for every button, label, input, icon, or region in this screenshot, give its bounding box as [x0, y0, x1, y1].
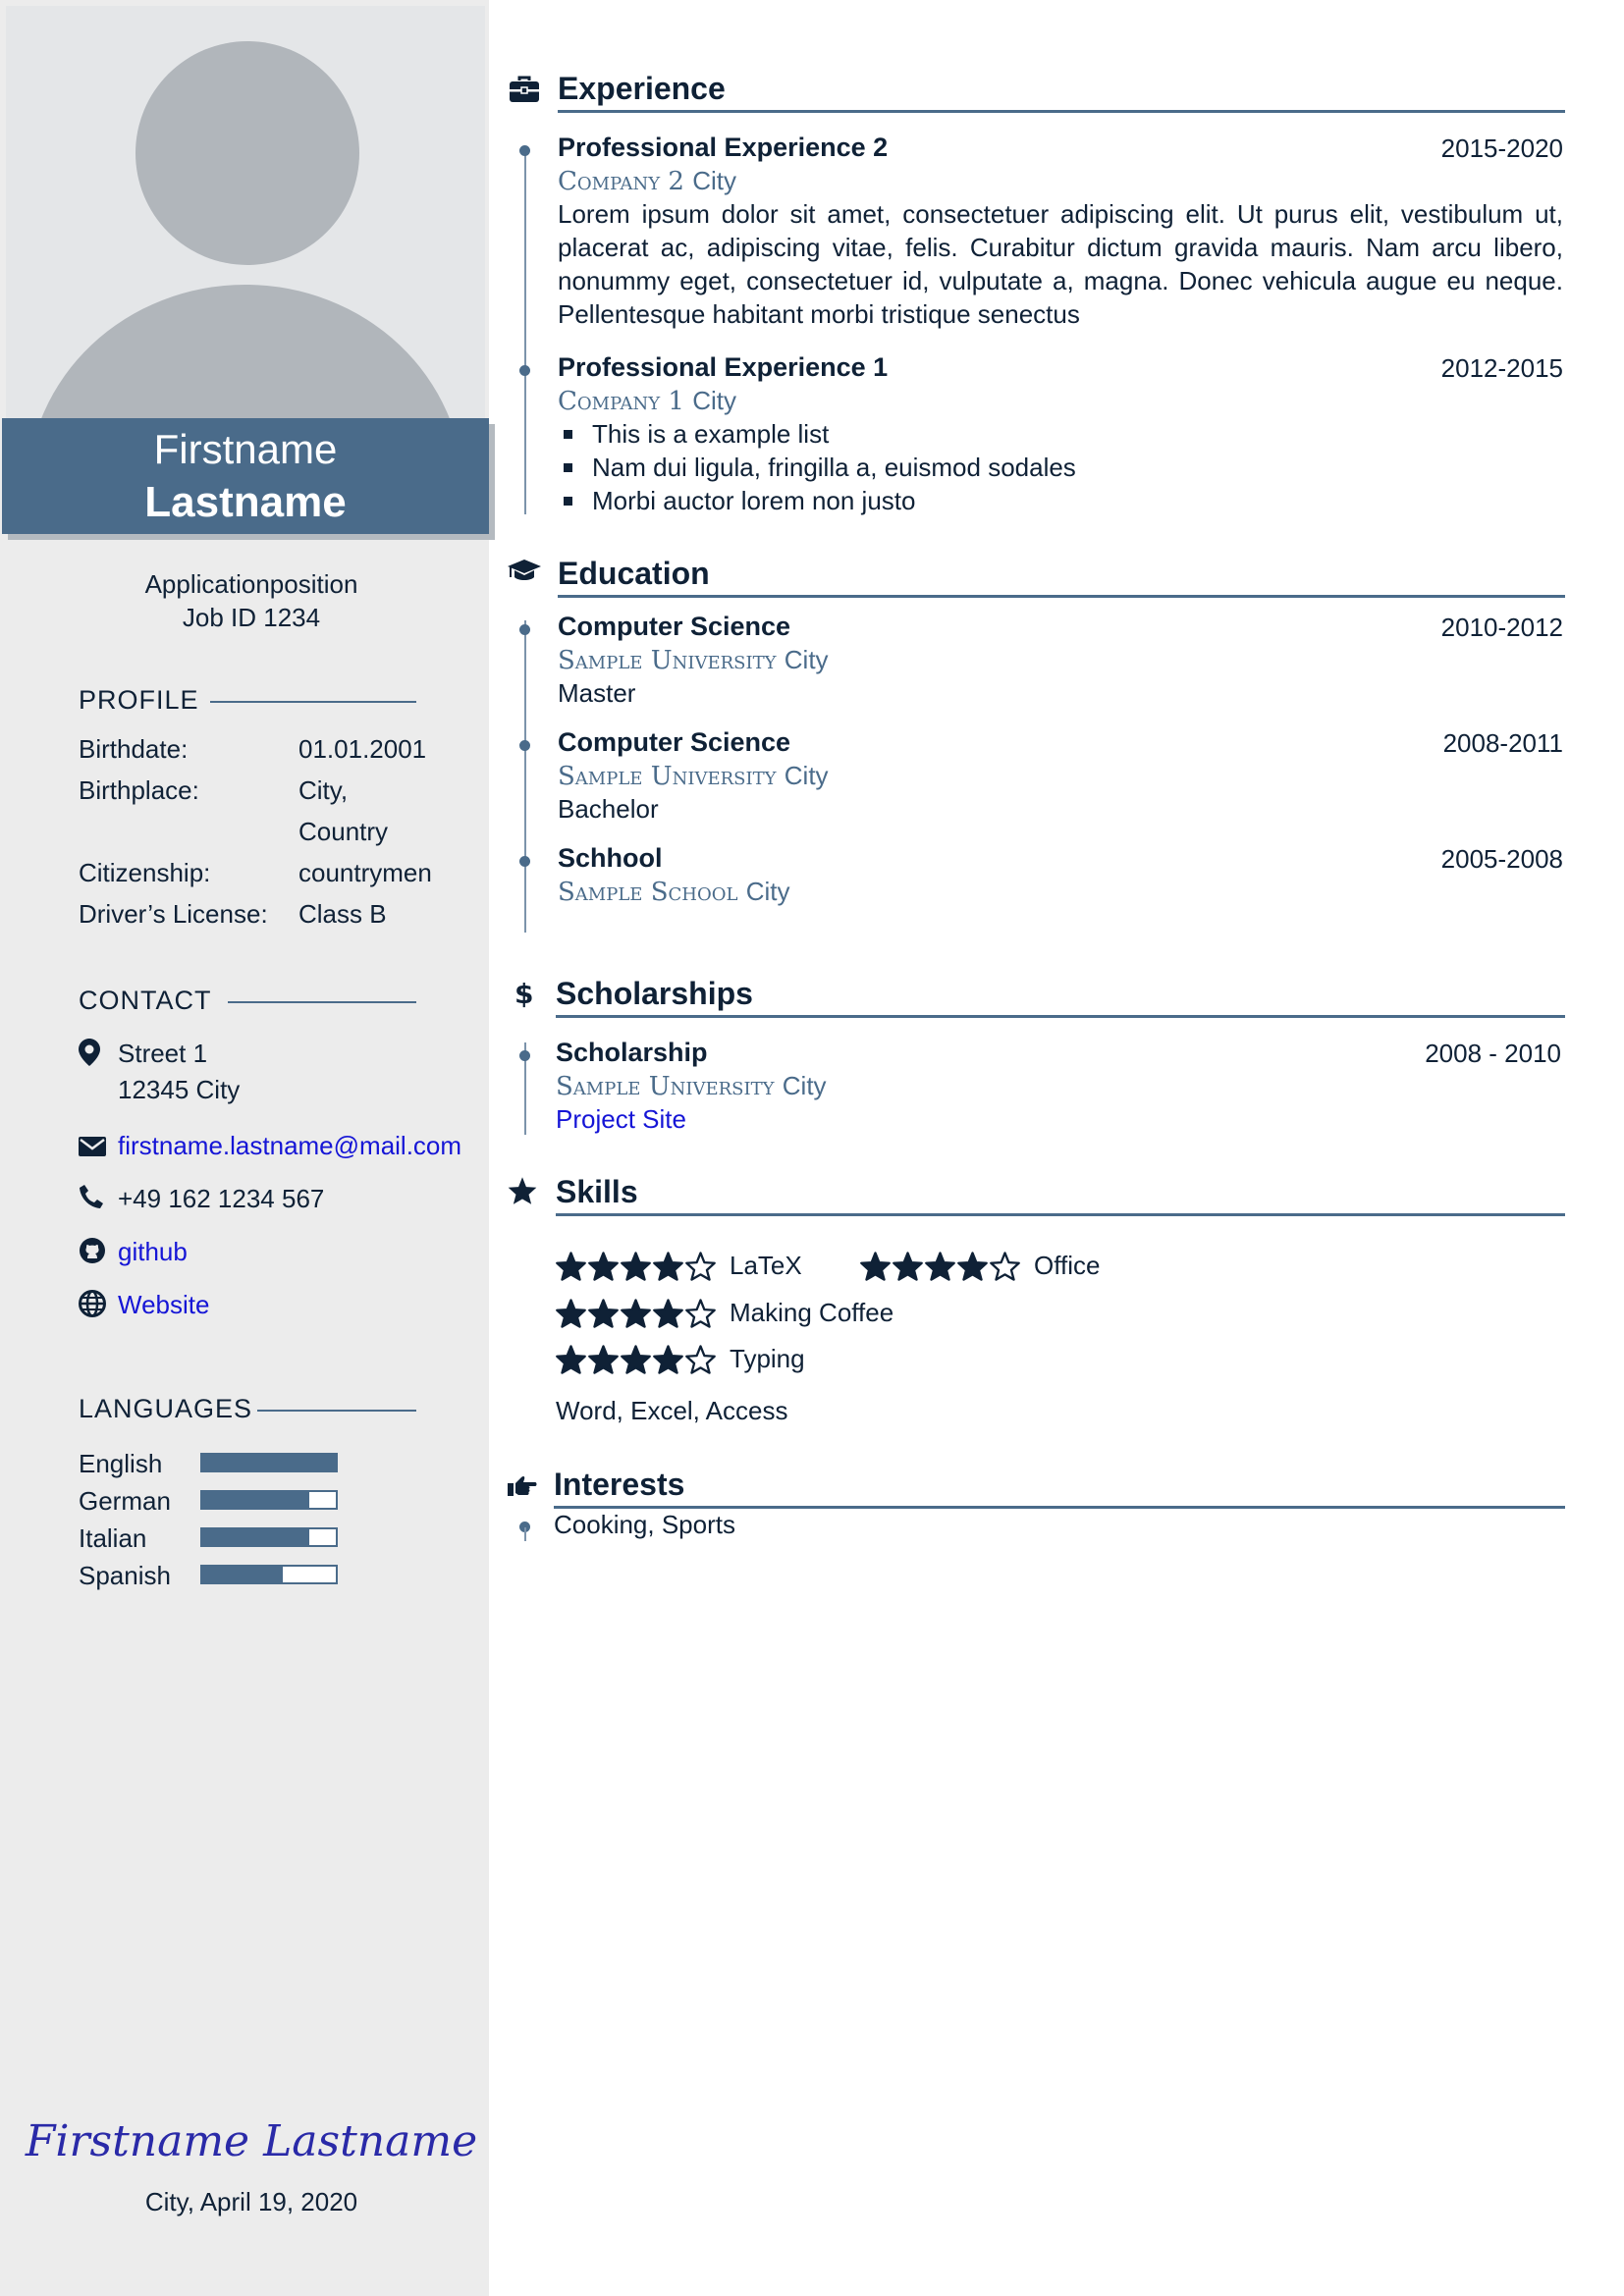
entry-title: Professional Experience 2 [558, 133, 889, 162]
languages-rule [257, 1410, 416, 1412]
email-row [79, 1131, 461, 1161]
sidebar [0, 0, 489, 2296]
skill-item [556, 1298, 893, 1328]
svg-text:$: $ [514, 978, 534, 1009]
language-level-fill [202, 1567, 283, 1582]
star-filled-icon [893, 1252, 923, 1281]
language-level-fill [202, 1455, 336, 1470]
website-row [79, 1290, 209, 1320]
entry-title: Professional Experience 1 [558, 352, 889, 382]
profile-rule [210, 701, 416, 703]
institution-name: Sample University [558, 646, 777, 675]
star-filled-icon [653, 1252, 683, 1281]
star-filled-icon [621, 1252, 651, 1281]
interests-heading: Interests [554, 1467, 685, 1502]
entry-date: 2008-2011 [1442, 728, 1563, 758]
skill-name: Typing [730, 1344, 805, 1373]
company-city: City [692, 386, 737, 415]
entry-institution [558, 877, 790, 907]
skill-item [556, 1251, 802, 1281]
languages-heading: LANGUAGES [79, 1394, 253, 1423]
list-item: Nam dui ligula, fringilla a, euismod sodales [558, 451, 1076, 484]
email-link[interactable]: firstname.lastname@mail.com [118, 1131, 462, 1160]
star-filled-icon [588, 1252, 619, 1281]
interests-text: Cooking, Sports [554, 1510, 735, 1539]
scholarships-heading: Scholarships [556, 976, 753, 1011]
phone-number: +49 162 1234 567 [118, 1184, 325, 1213]
website-link[interactable]: Website [118, 1290, 210, 1319]
education-timeline [524, 620, 526, 933]
signature-place-date: City, April 19, 2020 [144, 2187, 358, 2216]
star-filled-icon [556, 1345, 586, 1374]
entry-title: Computer Science [558, 727, 791, 757]
language-level-bar [200, 1490, 338, 1510]
institution-city: City [782, 1071, 827, 1100]
skill-name: Office [1034, 1251, 1101, 1280]
timeline-dot [519, 740, 530, 751]
profile-photo-placeholder [6, 6, 485, 418]
timeline-dot [519, 856, 530, 867]
graduation-cap-icon [507, 558, 540, 591]
star-filled-icon [621, 1345, 651, 1374]
language-name: Spanish [79, 1561, 171, 1590]
entry-degree: Bachelor [558, 794, 659, 824]
contact-rule [228, 1001, 416, 1003]
timeline-dot [519, 145, 530, 156]
entry-company [558, 166, 736, 196]
envelope-icon [79, 1131, 118, 1156]
star-empty-icon [685, 1299, 716, 1328]
profile-value: countrymen [298, 858, 432, 887]
github-icon [79, 1237, 118, 1264]
experience-heading: Experience [558, 71, 726, 106]
briefcase-icon [509, 75, 542, 108]
profile-heading: PROFILE [79, 685, 199, 715]
entry-title: Scholarship [556, 1038, 708, 1067]
skill-rating [556, 1345, 718, 1374]
skill-rating [556, 1252, 718, 1281]
star-filled-icon [653, 1299, 683, 1328]
language-level-fill [202, 1529, 309, 1545]
pointing-hand-icon [507, 1474, 540, 1508]
skill-item [860, 1251, 1100, 1281]
star-filled-icon [556, 1299, 586, 1328]
language-level-fill [202, 1492, 309, 1508]
star-icon [507, 1176, 540, 1209]
profile-key: Birthplace: [79, 775, 199, 805]
scholarships-rule [556, 1015, 1565, 1018]
entry-bullet-list [558, 417, 1076, 517]
profile-value: 01.01.2001 [298, 734, 427, 764]
star-empty-icon [685, 1252, 716, 1281]
star-filled-icon [588, 1299, 619, 1328]
first-name: Firstname [153, 426, 338, 472]
star-filled-icon [925, 1252, 955, 1281]
entry-title: Schhool [558, 843, 663, 873]
entry-date: 2015-2020 [1440, 133, 1563, 163]
language-name: Italian [79, 1523, 147, 1553]
address-city: 12345 City [118, 1075, 241, 1104]
entry-title: Computer Science [558, 612, 791, 641]
education-heading: Education [558, 556, 710, 591]
profile-key: Birthdate: [79, 734, 189, 764]
language-name: English [79, 1449, 163, 1478]
interests-timeline [524, 1527, 526, 1541]
star-filled-icon [556, 1252, 586, 1281]
star-filled-icon [860, 1252, 891, 1281]
company-name: Company 2 [558, 167, 684, 196]
skill-item [556, 1344, 805, 1374]
phone-row [79, 1184, 324, 1214]
entry-description: Lorem ipsum dolor sit amet, consectetuer adipiscing elit. Ut purus elit, vestibulum ut, placerat ac, adipiscing vitae, felis. Curabitur dictum gravida mauris. Nam arcu libero, nonummy eget, consectetuer id, vulputate a, magna. Donec vehicula augue eu neque. Pellentesque habitant morbi tristique senectus [558, 199, 1563, 329]
language-level-bar [200, 1527, 338, 1547]
entry-date: 2012-2015 [1440, 353, 1563, 383]
star-filled-icon [653, 1345, 683, 1374]
star-filled-icon [957, 1252, 988, 1281]
language-level-bar [200, 1565, 338, 1584]
star-filled-icon [621, 1299, 651, 1328]
entry-date: 2005-2008 [1440, 844, 1563, 874]
star-empty-icon [685, 1345, 716, 1374]
timeline-dot [519, 1050, 530, 1061]
entry-institution [558, 645, 829, 675]
institution-city: City [745, 877, 790, 906]
github-row [79, 1237, 188, 1267]
avatar-head-shape [135, 41, 359, 265]
skill-rating [556, 1299, 718, 1328]
profile-key: Citizenship: [79, 858, 211, 887]
language-name: German [79, 1486, 171, 1516]
dollar-icon [513, 978, 546, 1011]
application-position [0, 567, 503, 634]
signature: Firstname Lastname [25, 2116, 478, 2166]
entry-degree: Master [558, 678, 636, 708]
skills-heading: Skills [556, 1174, 638, 1209]
experience-rule [558, 110, 1565, 113]
star-filled-icon [588, 1345, 619, 1374]
institution-city: City [784, 761, 829, 790]
entry-date: 2010-2012 [1440, 613, 1563, 642]
last-name: Lastname [144, 478, 347, 526]
entry-date: 2008 - 2010 [1425, 1039, 1561, 1068]
institution-city: City [784, 645, 829, 674]
entry-institution [556, 1071, 827, 1101]
institution-name: Sample University [556, 1072, 775, 1101]
profile-key: Driver’s License: [79, 899, 268, 929]
company-name: Company 1 [558, 387, 684, 416]
institution-name: Sample School [558, 878, 738, 907]
profile-value: Class B [298, 899, 387, 929]
github-link[interactable]: github [118, 1237, 188, 1266]
entry-institution [558, 761, 829, 791]
address-street: Street 1 [118, 1039, 208, 1068]
profile-value: Country [298, 817, 389, 846]
experience-timeline [524, 147, 526, 514]
entry-company [558, 386, 736, 416]
other-skills: Word, Excel, Access [556, 1396, 788, 1425]
skill-name: Making Coffee [730, 1298, 894, 1327]
timeline-dot [519, 624, 530, 635]
name-banner [2, 418, 489, 534]
job-id: Job ID 1234 [182, 603, 321, 632]
list-item: This is a example list [558, 417, 1076, 451]
phone-icon [79, 1184, 118, 1209]
project-site-link[interactable]: Project Site [556, 1104, 686, 1134]
language-level-bar [200, 1453, 338, 1472]
contact-heading: CONTACT [79, 986, 212, 1015]
address-row [79, 1039, 240, 1105]
list-item: Morbi auctor lorem non justo [558, 484, 1076, 517]
timeline-dot [519, 365, 530, 376]
skill-rating [860, 1252, 1022, 1281]
map-marker-icon [79, 1039, 118, 1066]
skill-name: LaTeX [730, 1251, 802, 1280]
avatar-body-shape [27, 285, 463, 418]
institution-name: Sample University [558, 762, 777, 791]
star-empty-icon [990, 1252, 1020, 1281]
company-city: City [692, 166, 737, 195]
education-rule [558, 595, 1565, 598]
globe-icon [79, 1290, 118, 1317]
skills-rule [556, 1213, 1565, 1216]
profile-value: City, [298, 775, 349, 805]
position-title: Applicationposition [144, 569, 358, 599]
